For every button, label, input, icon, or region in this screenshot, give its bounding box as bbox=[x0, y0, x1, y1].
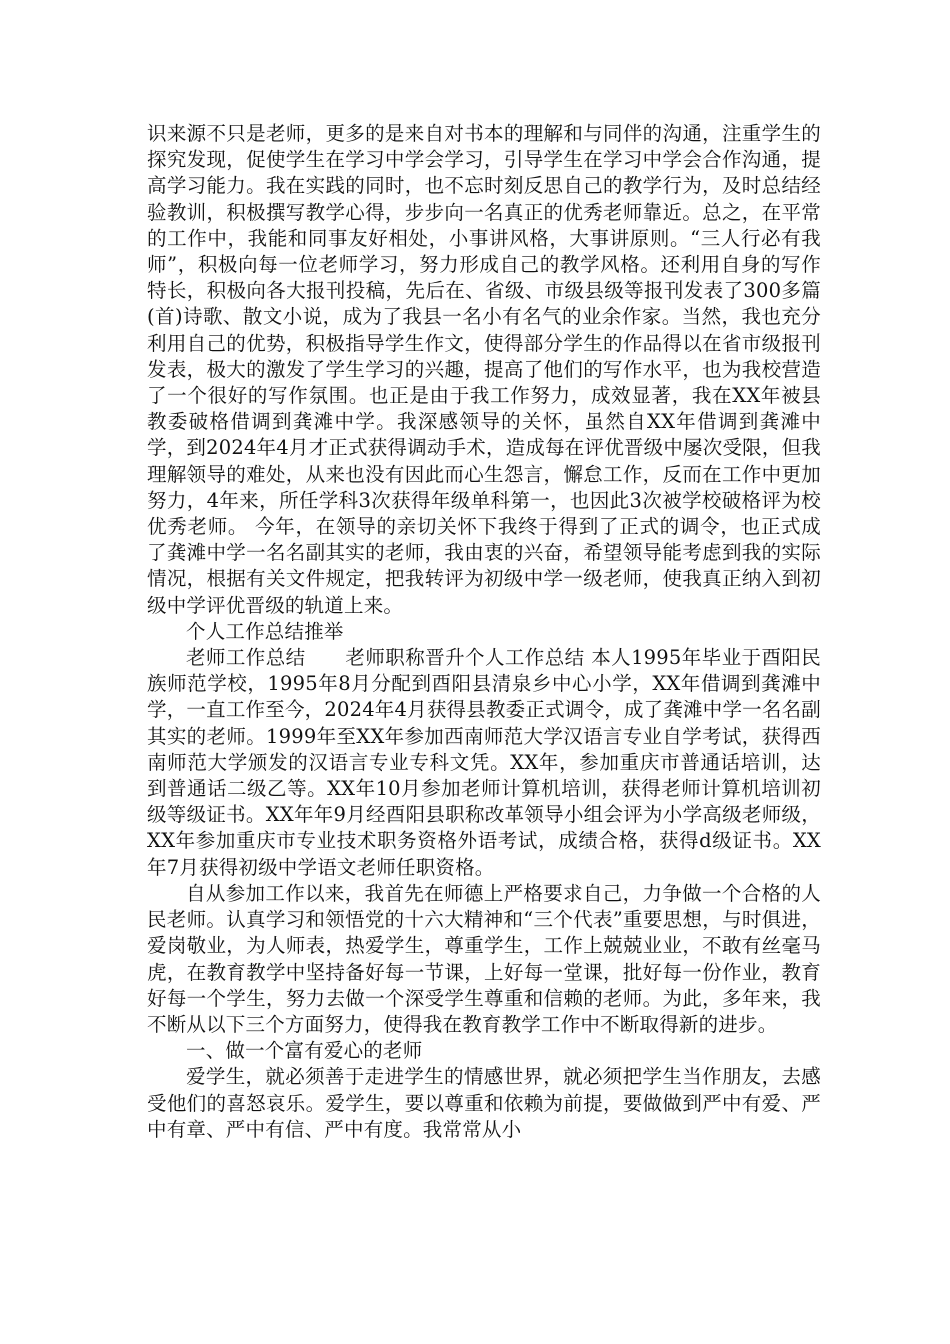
paragraph-love-students: 爱学生，就必须善于走进学生的情感世界，就必须把学生当作朋友，去感受他们的喜怒哀乐。爱学生，要以尊重和依赖为前提，要做做到严中有爱、严中有章、严中有信、严中有度。我常常从小 bbox=[147, 1065, 821, 1141]
document-body bbox=[147, 121, 821, 1143]
section-heading-caring-teacher: 一、做一个富有爱心的老师 bbox=[186, 1039, 423, 1063]
paragraph-teacher-ethics: 自从参加工作以来，我首先在师德上严格要求自己，力争做一个合格的人民老师。认真学习和领悟党的十六大精神和“三个代表”重要思想，与时俱进，爱岗敬业，为人师表，热爱学生，尊重学生，工作上兢兢业业，不敢有丝毫马虎，在教育教学中坚持备好每一节课，上好每一堂课，批好每一份作业，教育好每一个学生，努力去做一个深受学生尊重和信赖的老师。为此，多年来，我不断从以下三个方面努力，使得我在教育教学工作中不断取得新的进步。 bbox=[147, 881, 821, 1036]
paragraph-career-history: 老师工作总结 老师职称晋升个人工作总结 本人1995年毕业于酉阳民族师范学校，1995年8月分配到酉阳县清泉乡中心小学，XX年借调到龚滩中学，一直工作至今，2024年4月获得县教委正式调令，成了龚滩中学一名名副其实的老师。1999年至XX年参加西南师范大学汉语言专业自学考试，获得西南师范大学颁发的汉语言专业专科文凭。XX年，参加重庆市普通话培训，达到普通话二级乙等。XX年10月参加老师计算机培训，获得老师计算机培训初级等级证书。XX年年9月经酉阳县职称改革领导小组会评为小学高级老师级，XX年参加重庆市专业技术职务资格外语考试，成绩合格，获得d级证书。XX年7月获得初级中学语文老师任职资格。 bbox=[147, 646, 821, 879]
paragraph-continuation: 识来源不只是老师，更多的是来自对书本的理解和与同伴的沟通，注重学生的探究发现，促使学生在学习中学会学习，引导学生在学习中学会合作沟通，提高学习能力。我在实践的同时，也不忘时刻反思自己的教学行为，及时总结经验教训，积极撰写教学心得，步步向一名真正的优秀老师靠近。总之，在平常的工作中，我能和同事友好相处，小事讲风格，大事讲原则。“三人行必有我师”，积极向每一位老师学习，努力形成自己的教学风格。还利用自身的写作特长，积极向各大报刊投稿，先后在、省级、市级县级等报刊发表了300多篇(首)诗歌、散文小说，成为了我县一名小有名气的业余作家。当然，我也充分利用自己的优势，积极指导学生作文，使得部分学生的作品得以在省市级报刊发表，极大的激发了学生学习的兴趣，提高了他们的写作水平，也为我校营造了一个很好的写作氛围。也正是由于我工作努力，成效显著，我在XX年被县教委破格借调到龚滩中学。我深感领导的关怀，虽然自XX年借调到龚滩中学，到2024年4月才正式获得调动手术，造成每在评优晋级中屡次受限，但我理解领导的难处，从来也没有因此而心生怨言，懈怠工作，反而在工作中更加努力，4年来，所任学科3次获得年级单科第一，也因此3次被学校破格评为校优秀老师。 今年，在领导的亲切关怀下我终于得到了正式的调令，也正式成了龚滩中学一名名副其实的老师，我由衷的兴奋，希望领导能考虑到我的实际情况，根据有关文件规定，把我转评为初级中学一级老师，使我真正纳入到初级中学评优晋级的轨道上来。 bbox=[147, 122, 821, 617]
section-heading-summary-recommendation: 个人工作总结推举 bbox=[186, 619, 344, 643]
